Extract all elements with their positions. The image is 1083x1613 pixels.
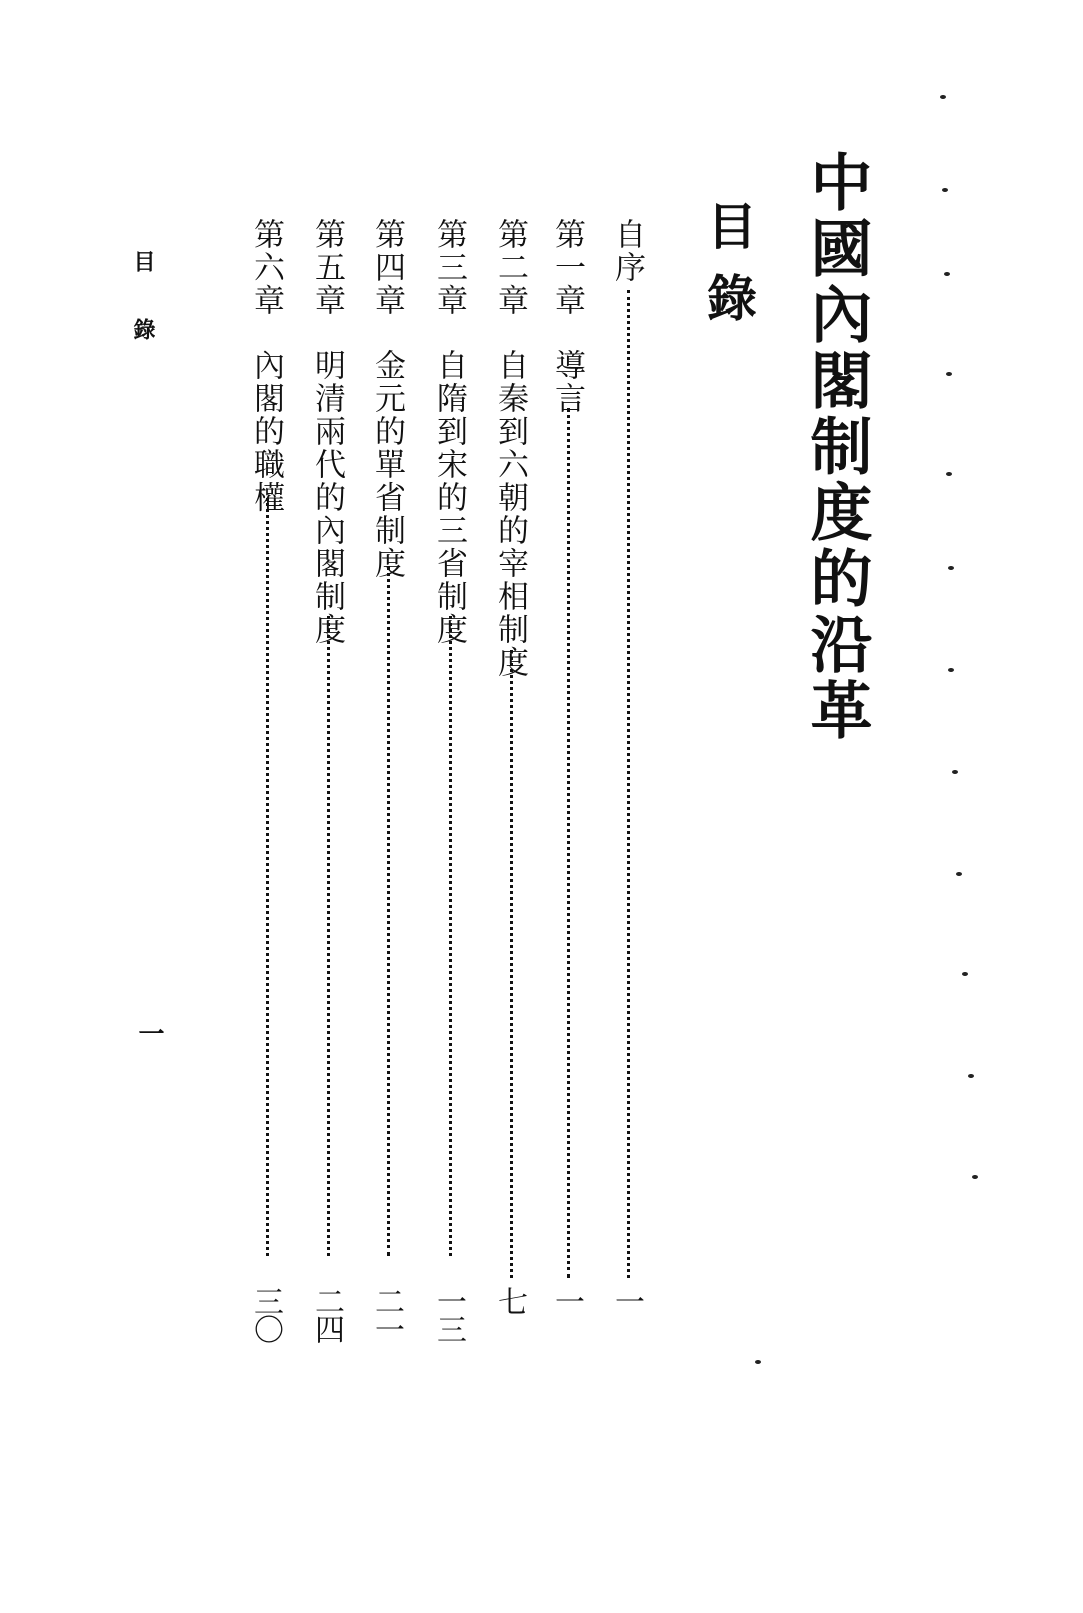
toc-chapter-number: 第二章 [492, 218, 528, 317]
toc-entry-chapter-3 [429, 218, 473, 1342]
toc-chapter-number: 第五章 [309, 218, 345, 317]
toc-entry-chapter-4 [367, 218, 411, 1342]
toc-entry-label [549, 218, 585, 415]
toc-page-number: 二四 [309, 1286, 344, 1342]
toc-entry-label [431, 218, 467, 646]
toc-dot-leader [449, 616, 452, 1256]
toc-entry-chapter-2 [490, 218, 534, 1328]
book-title: 中國內閣制度的沿革 [800, 150, 873, 744]
toc-entry-label [492, 218, 528, 679]
toc-dot-leader [510, 650, 513, 1278]
toc-entry-chapter-5 [307, 218, 351, 1342]
toc-dot-leader [327, 616, 330, 1256]
toc-entry-title: 明清兩代的內閣制度 [309, 349, 345, 646]
toc-dot-leader [266, 498, 269, 1256]
toc-chapter-number: 第三章 [431, 218, 467, 317]
toc-chapter-number: 第六章 [248, 218, 284, 317]
print-speck [956, 872, 962, 876]
toc-heading: 目錄 [699, 200, 758, 344]
print-speck [944, 272, 950, 276]
print-speck [962, 972, 968, 976]
toc-entry-title: 自序 [609, 218, 645, 284]
print-speck [948, 566, 954, 570]
folio-page-number: 一 [134, 1020, 164, 1046]
toc-entry-chapter-1 [547, 218, 591, 1328]
toc-entry-label [609, 218, 645, 284]
print-speck [946, 372, 952, 376]
toc-entry-title: 導言 [549, 349, 585, 415]
toc-entry-label [309, 218, 345, 646]
print-speck [948, 668, 954, 672]
print-speck [968, 1074, 974, 1078]
toc-page-number: 三〇 [248, 1286, 283, 1342]
print-speck [942, 188, 948, 192]
print-speck [755, 1360, 761, 1364]
toc-entry-title: 自秦到六朝的宰相制度 [492, 349, 528, 679]
toc-entry-preface [607, 218, 651, 1328]
toc-chapter-number: 第一章 [549, 218, 585, 317]
toc-chapter-number: 第四章 [369, 218, 405, 317]
toc-dot-leader [387, 566, 390, 1256]
toc-page-number: 七 [492, 1286, 527, 1314]
print-speck [972, 1175, 978, 1179]
toc-entry-label [248, 218, 284, 514]
toc-entry-label [369, 218, 405, 580]
toc-dot-leader [627, 290, 630, 1278]
toc-entry-chapter-6 [246, 218, 290, 1342]
running-head: 目錄 [130, 250, 156, 386]
print-speck [940, 95, 946, 99]
toc-page-number: 一三 [431, 1286, 466, 1342]
toc-page-number: 一 [609, 1286, 644, 1314]
toc-dot-leader [567, 408, 570, 1278]
toc-page-number: 二一 [369, 1286, 404, 1342]
print-speck [952, 770, 958, 774]
toc-entry-title: 自隋到宋的三省制度 [431, 349, 467, 646]
toc-page-number: 一 [549, 1286, 584, 1314]
toc-entry-title: 內閣的職權 [248, 349, 284, 514]
toc-entry-title: 金元的單省制度 [369, 349, 405, 580]
print-speck [946, 472, 952, 476]
